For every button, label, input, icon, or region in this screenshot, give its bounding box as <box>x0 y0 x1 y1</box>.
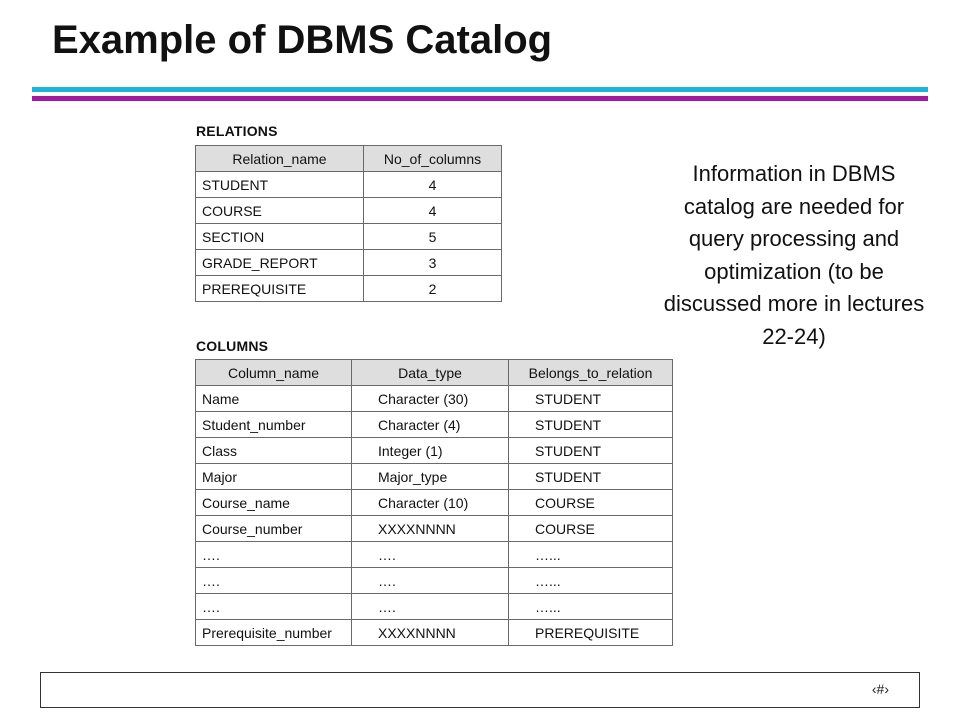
table-cell: 2 <box>364 276 502 302</box>
table-row <box>196 250 502 276</box>
table-row <box>196 568 673 594</box>
table-cell: 3 <box>364 250 502 276</box>
table-cell: Character (10) <box>352 490 509 516</box>
table-row <box>196 542 673 568</box>
table-cell: …. <box>196 542 352 568</box>
footer-box <box>40 672 920 708</box>
table-cell: PREREQUISITE <box>196 276 364 302</box>
columns-label: COLUMNS <box>196 338 269 354</box>
table-cell: Prerequisite_number <box>196 620 352 646</box>
title-underline-purple <box>32 96 928 101</box>
table-row <box>196 516 673 542</box>
table-row <box>196 464 673 490</box>
table-cell: …. <box>352 594 509 620</box>
table-row <box>196 438 673 464</box>
table-header-row <box>196 360 673 386</box>
table-cell: STUDENT <box>509 412 673 438</box>
table-cell: Name <box>196 386 352 412</box>
column-header: Belongs_to_relation <box>509 360 673 386</box>
table-cell: COURSE <box>509 490 673 516</box>
table-cell: COURSE <box>196 198 364 224</box>
table-cell: …. <box>352 542 509 568</box>
slide-number: ‹#› <box>871 681 889 697</box>
table-cell: Integer (1) <box>352 438 509 464</box>
table-cell: Character (4) <box>352 412 509 438</box>
column-header: No_of_columns <box>364 146 502 172</box>
table-row <box>196 276 502 302</box>
table-cell: STUDENT <box>509 386 673 412</box>
table-cell: GRADE_REPORT <box>196 250 364 276</box>
side-note: Information in DBMS catalog are needed for query processing and optimization (to be discussed more in lectures 22-24) <box>663 161 925 349</box>
table-row <box>196 386 673 412</box>
table-row <box>196 198 502 224</box>
table-cell: …. <box>352 568 509 594</box>
table-row <box>196 172 502 198</box>
table-cell: …... <box>509 568 673 594</box>
table-cell: …... <box>509 542 673 568</box>
table-row <box>196 490 673 516</box>
title-underline-cyan <box>32 87 928 92</box>
table-cell: Class <box>196 438 352 464</box>
table-cell: Major <box>196 464 352 490</box>
column-header: Data_type <box>352 360 509 386</box>
table-header-row <box>196 146 502 172</box>
page-title: Example of DBMS Catalog <box>52 18 553 62</box>
table-row <box>196 594 673 620</box>
table-cell: Student_number <box>196 412 352 438</box>
table-cell: STUDENT <box>196 172 364 198</box>
table-row <box>196 224 502 250</box>
columns-table <box>195 359 673 646</box>
table-cell: STUDENT <box>509 438 673 464</box>
table-cell: 4 <box>364 198 502 224</box>
table-cell: 4 <box>364 172 502 198</box>
table-row <box>196 412 673 438</box>
column-header: Relation_name <box>196 146 364 172</box>
table-cell: PREREQUISITE <box>509 620 673 646</box>
table-cell: STUDENT <box>509 464 673 490</box>
table-cell: …. <box>196 594 352 620</box>
table-row <box>196 620 673 646</box>
table-cell: COURSE <box>509 516 673 542</box>
relations-table <box>195 145 502 302</box>
table-cell: …. <box>196 568 352 594</box>
table-cell: Character (30) <box>352 386 509 412</box>
table-cell: Course_name <box>196 490 352 516</box>
table-cell: …... <box>509 594 673 620</box>
table-cell: Course_number <box>196 516 352 542</box>
column-header: Column_name <box>196 360 352 386</box>
table-cell: 5 <box>364 224 502 250</box>
table-cell: Major_type <box>352 464 509 490</box>
table-cell: XXXXNNNN <box>352 620 509 646</box>
table-cell: SECTION <box>196 224 364 250</box>
table-cell: XXXXNNNN <box>352 516 509 542</box>
relations-label: RELATIONS <box>196 123 278 139</box>
